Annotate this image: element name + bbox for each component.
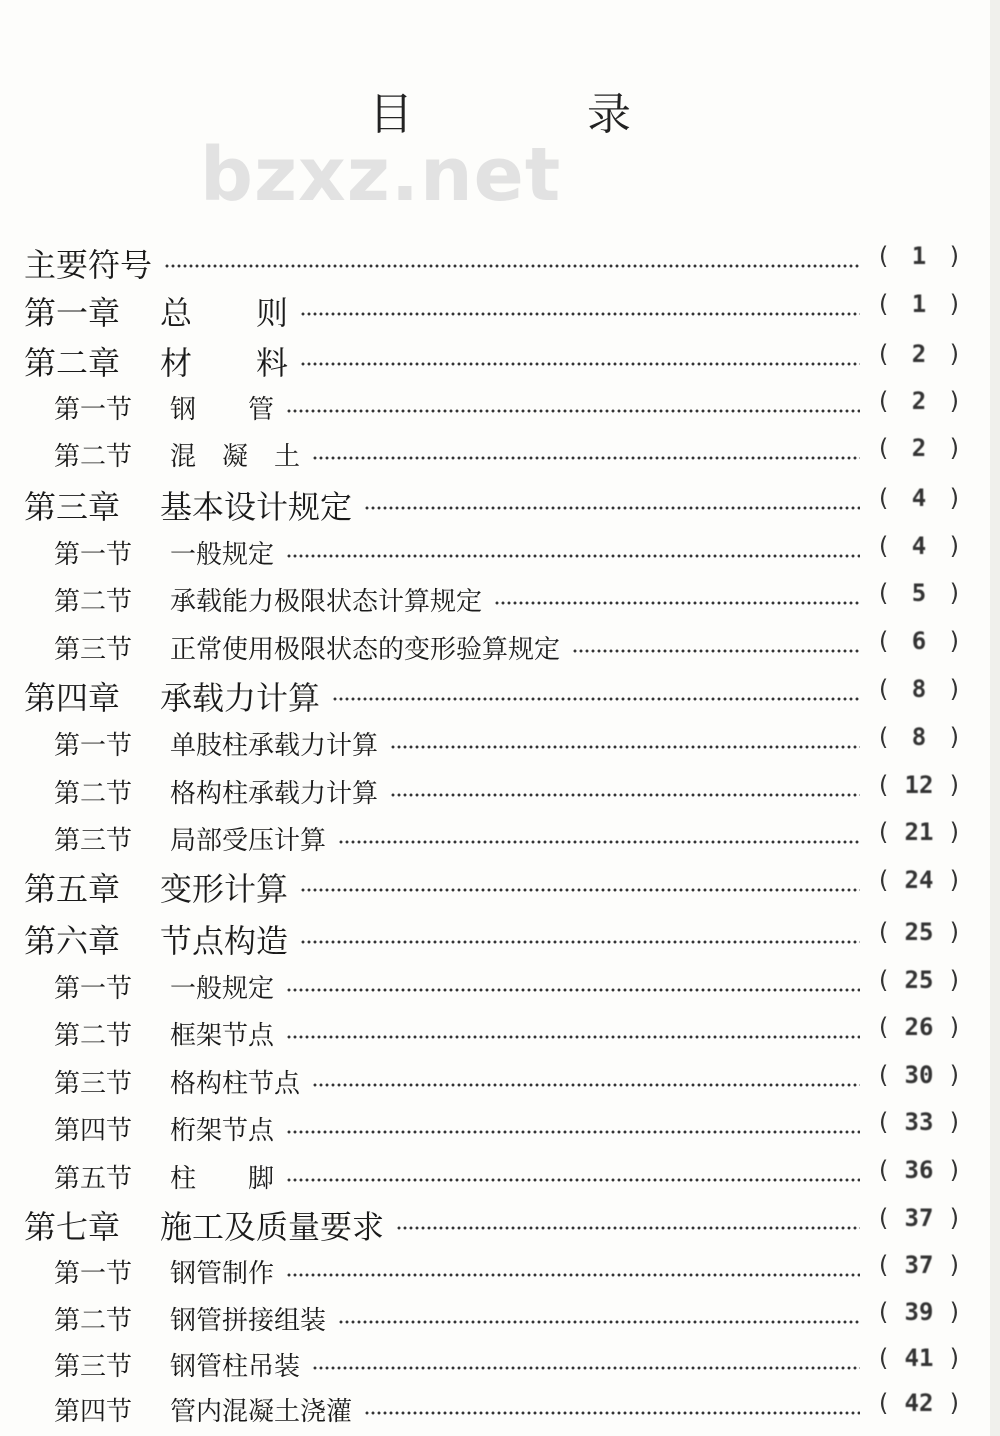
- section-title: 框架节点: [170, 1021, 275, 1051]
- dot-leader: [390, 793, 860, 797]
- open-bracket: (: [876, 340, 891, 368]
- section-number: 第一节: [54, 540, 133, 570]
- close-bracket: ): [947, 627, 962, 655]
- dot-leader: [286, 1035, 860, 1039]
- page-number: [876, 242, 962, 270]
- page-number-value: 21: [904, 818, 934, 846]
- open-bracket: (: [876, 579, 891, 607]
- close-bracket: ): [947, 771, 962, 799]
- open-bracket: (: [876, 1344, 891, 1372]
- page-number: [876, 579, 962, 607]
- open-bracket: (: [876, 966, 891, 994]
- chapter-title: 施工及质量要求: [160, 1208, 385, 1246]
- page-number: [876, 818, 962, 846]
- open-bracket: (: [876, 290, 891, 318]
- dot-leader: [312, 456, 860, 460]
- open-bracket: (: [876, 1156, 891, 1184]
- dot-leader: [312, 1366, 860, 1370]
- section-number: 第四节: [54, 1116, 133, 1146]
- page-number-value: 26: [904, 1013, 934, 1041]
- open-bracket: (: [876, 434, 891, 462]
- close-bracket: ): [947, 1298, 962, 1326]
- open-bracket: (: [876, 723, 891, 751]
- page-number-value: 2: [911, 434, 927, 462]
- page-number: [876, 290, 962, 318]
- section-number: 第一节: [54, 731, 133, 761]
- toc-section-row[interactable]: [0, 1296, 1000, 1342]
- page-number-value: 37: [904, 1251, 934, 1279]
- open-bracket: (: [876, 484, 891, 512]
- open-bracket: (: [876, 242, 891, 270]
- page-number-value: 24: [904, 866, 934, 894]
- page-number: [876, 387, 962, 415]
- page-number-value: 30: [904, 1061, 934, 1089]
- section-number: 第一节: [54, 395, 133, 425]
- page-number: [876, 1389, 962, 1417]
- page-number: [876, 1204, 962, 1232]
- page-number-value: 2: [911, 340, 927, 368]
- section-number: 第一节: [54, 1259, 133, 1289]
- close-bracket: ): [947, 1204, 962, 1232]
- toc-section-row[interactable]: [0, 577, 1000, 623]
- section-title: 钢管柱吊装: [170, 1352, 301, 1382]
- open-bracket: (: [876, 1204, 891, 1232]
- dot-leader: [396, 1226, 860, 1230]
- close-bracket: ): [947, 818, 962, 846]
- page-edge: [990, 0, 1000, 1436]
- page-number: [876, 1108, 962, 1136]
- page-number: [876, 866, 962, 894]
- dot-leader: [312, 1083, 860, 1087]
- dot-leader: [300, 312, 860, 316]
- page-number-value: 8: [911, 675, 927, 703]
- open-bracket: (: [876, 866, 891, 894]
- page-number: [876, 1013, 962, 1041]
- chapter-title: 变形计算: [160, 870, 289, 908]
- chapter-title: 节点构造: [160, 922, 289, 960]
- chapter-number: 第七章: [24, 1208, 121, 1246]
- chapter-title: 材 料: [160, 344, 289, 382]
- open-bracket: (: [876, 1298, 891, 1326]
- dot-leader: [390, 745, 860, 749]
- dot-leader: [286, 409, 860, 413]
- section-number: 第四节: [54, 1397, 133, 1427]
- section-title: 一般规定: [170, 974, 275, 1004]
- dot-leader: [286, 988, 860, 992]
- chapter-number: 第二章: [24, 344, 121, 382]
- section-number: 第二节: [54, 1021, 133, 1051]
- dot-leader: [338, 840, 860, 844]
- page-number: [876, 532, 962, 560]
- page-number: [876, 1251, 962, 1279]
- toc-section-row[interactable]: [0, 721, 1000, 767]
- toc-chapter-row[interactable]: [0, 240, 1000, 286]
- close-bracket: ): [947, 579, 962, 607]
- page-number-value: 8: [911, 723, 927, 751]
- section-number: 第三节: [54, 1352, 133, 1382]
- close-bracket: ): [947, 1013, 962, 1041]
- page-number-value: 36: [904, 1156, 934, 1184]
- open-bracket: (: [876, 1108, 891, 1136]
- toc-section-row[interactable]: [0, 1154, 1000, 1200]
- dot-leader: [286, 554, 860, 558]
- toc-section-row[interactable]: [0, 964, 1000, 1010]
- section-number: 第二节: [54, 587, 133, 617]
- chapter-number: 第四章: [24, 679, 121, 717]
- close-bracket: ): [947, 1156, 962, 1184]
- toc-chapter-row[interactable]: [0, 916, 1000, 962]
- section-number: 第二节: [54, 1306, 133, 1336]
- close-bracket: ): [947, 290, 962, 318]
- section-number: 第五节: [54, 1164, 133, 1194]
- section-number: 第二节: [54, 779, 133, 809]
- page-number-value: 25: [904, 966, 934, 994]
- toc-entry-label: 主要符号: [24, 246, 153, 284]
- chapter-title: 总 则: [160, 294, 289, 332]
- page-number: [876, 1156, 962, 1184]
- dot-leader: [338, 1320, 860, 1324]
- page-number-value: 33: [904, 1108, 934, 1136]
- dot-leader: [300, 888, 860, 892]
- close-bracket: ): [947, 387, 962, 415]
- watermark: bzxz.net: [200, 132, 562, 218]
- chapter-number: 第一章: [24, 294, 121, 332]
- close-bracket: ): [947, 723, 962, 751]
- close-bracket: ): [947, 1344, 962, 1372]
- section-title: 管内混凝土浇灌: [170, 1397, 353, 1427]
- section-title: 柱 脚: [170, 1164, 275, 1194]
- page-number-value: 37: [904, 1204, 934, 1232]
- open-bracket: (: [876, 771, 891, 799]
- page-number: [876, 675, 962, 703]
- page-number: [876, 1061, 962, 1089]
- page-number-value: 2: [911, 387, 927, 415]
- section-number: 第一节: [54, 974, 133, 1004]
- close-bracket: ): [947, 532, 962, 560]
- chapter-number: 第六章: [24, 922, 121, 960]
- page-number-value: 25: [904, 918, 934, 946]
- toc-chapter-row[interactable]: [0, 1202, 1000, 1248]
- dot-leader: [164, 264, 860, 268]
- close-bracket: ): [947, 434, 962, 462]
- dot-leader: [364, 506, 860, 510]
- section-title: 承载能力极限状态计算规定: [170, 587, 483, 617]
- toc-section-row[interactable]: [0, 432, 1000, 478]
- close-bracket: ): [947, 1251, 962, 1279]
- toc-chapter-row[interactable]: [0, 338, 1000, 384]
- page-number: [876, 434, 962, 462]
- page-number: [876, 340, 962, 368]
- page-number: [876, 918, 962, 946]
- section-title: 正常使用极限状态的变形验算规定: [170, 635, 561, 665]
- page-number: [876, 627, 962, 655]
- page-number-value: 39: [904, 1298, 934, 1326]
- toc-section-row[interactable]: [0, 1387, 1000, 1433]
- toc-section-row[interactable]: [0, 530, 1000, 576]
- close-bracket: ): [947, 966, 962, 994]
- close-bracket: ): [947, 866, 962, 894]
- page-number-value: 41: [904, 1344, 934, 1372]
- page-number-value: 1: [911, 242, 927, 270]
- dot-leader: [300, 940, 860, 944]
- section-number: 第三节: [54, 1069, 133, 1099]
- dot-leader: [286, 1130, 860, 1134]
- toc-section-row[interactable]: [0, 385, 1000, 431]
- toc-chapter-row[interactable]: [0, 673, 1000, 719]
- close-bracket: ): [947, 1389, 962, 1417]
- section-title: 局部受压计算: [170, 826, 327, 856]
- toc-chapter-row[interactable]: [0, 864, 1000, 910]
- dot-leader: [364, 1411, 860, 1415]
- open-bracket: (: [876, 1061, 891, 1089]
- page-number-value: 4: [911, 484, 927, 512]
- chapter-number: 第五章: [24, 870, 121, 908]
- section-title: 混 凝 土: [170, 442, 301, 472]
- chapter-title: 基本设计规定: [160, 488, 353, 526]
- section-title: 钢管制作: [170, 1259, 275, 1289]
- close-bracket: ): [947, 675, 962, 703]
- page-number-value: 6: [911, 627, 927, 655]
- section-title: 格构柱承载力计算: [170, 779, 379, 809]
- toc-chapter-row[interactable]: [0, 288, 1000, 334]
- toc-section-row[interactable]: [0, 1342, 1000, 1388]
- page-title: 目 录: [369, 89, 711, 140]
- toc-section-row[interactable]: [0, 1106, 1000, 1152]
- chapter-number: 第三章: [24, 488, 121, 526]
- close-bracket: ): [947, 1061, 962, 1089]
- close-bracket: ): [947, 242, 962, 270]
- page-number-value: 42: [904, 1389, 934, 1417]
- page-number-value: 12: [904, 771, 934, 799]
- page-number: [876, 723, 962, 751]
- page-number: [876, 484, 962, 512]
- page-number: [876, 966, 962, 994]
- section-title: 单肢柱承载力计算: [170, 731, 379, 761]
- toc-section-row[interactable]: [0, 816, 1000, 862]
- close-bracket: ): [947, 340, 962, 368]
- open-bracket: (: [876, 387, 891, 415]
- page-number: [876, 1344, 962, 1372]
- dot-leader: [494, 601, 860, 605]
- page-number-value: 4: [911, 532, 927, 560]
- close-bracket: ): [947, 1108, 962, 1136]
- section-title: 钢 管: [170, 395, 275, 425]
- dot-leader: [286, 1273, 860, 1277]
- page-number-value: 1: [911, 290, 927, 318]
- section-number: 第三节: [54, 826, 133, 856]
- chapter-title: 承载力计算: [160, 679, 321, 717]
- section-title: 格构柱节点: [170, 1069, 301, 1099]
- close-bracket: ): [947, 484, 962, 512]
- dot-leader: [300, 362, 860, 366]
- close-bracket: ): [947, 918, 962, 946]
- toc-section-row[interactable]: [0, 1249, 1000, 1295]
- section-number: 第二节: [54, 442, 133, 472]
- open-bracket: (: [876, 627, 891, 655]
- open-bracket: (: [876, 675, 891, 703]
- toc-section-row[interactable]: [0, 1059, 1000, 1105]
- section-number: 第三节: [54, 635, 133, 665]
- open-bracket: (: [876, 532, 891, 560]
- section-title: 一般规定: [170, 540, 275, 570]
- dot-leader: [286, 1178, 860, 1182]
- open-bracket: (: [876, 1013, 891, 1041]
- dot-leader: [572, 649, 860, 653]
- toc-section-row[interactable]: [0, 769, 1000, 815]
- open-bracket: (: [876, 918, 891, 946]
- open-bracket: (: [876, 1389, 891, 1417]
- open-bracket: (: [876, 1251, 891, 1279]
- page-number: [876, 771, 962, 799]
- toc-section-row[interactable]: [0, 625, 1000, 671]
- page-number-value: 5: [911, 579, 927, 607]
- toc-section-row[interactable]: [0, 1011, 1000, 1057]
- dot-leader: [332, 697, 860, 701]
- page-number: [876, 1298, 962, 1326]
- section-title: 桁架节点: [170, 1116, 275, 1146]
- toc-chapter-row[interactable]: [0, 482, 1000, 528]
- open-bracket: (: [876, 818, 891, 846]
- section-title: 钢管拼接组装: [170, 1306, 327, 1336]
